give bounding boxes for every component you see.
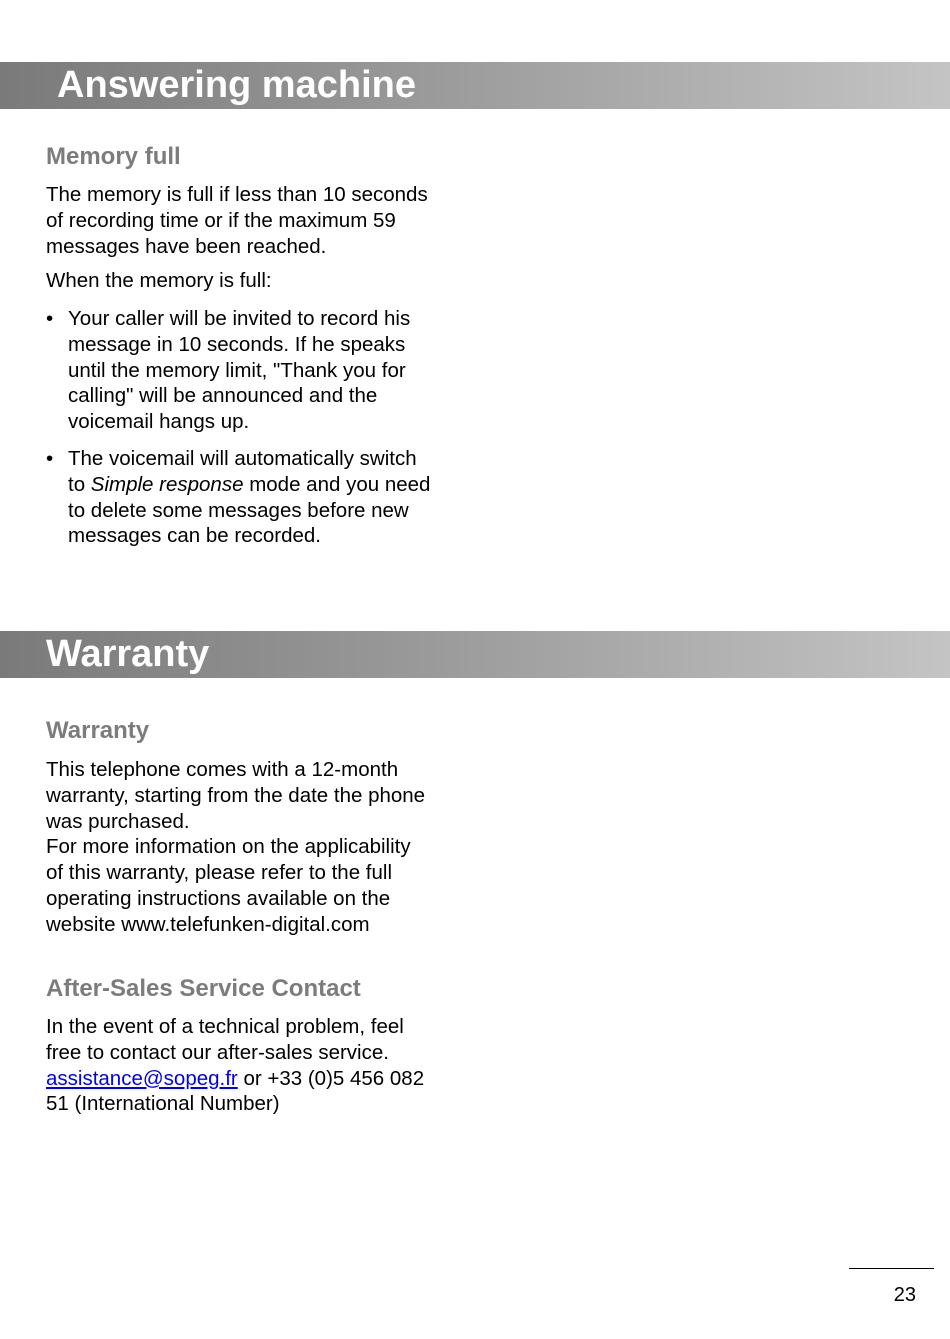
warranty-text bbox=[46, 757, 466, 938]
text-line: warranty, starting from the date the phone bbox=[46, 783, 426, 807]
text-line: messages have been reached. bbox=[46, 234, 327, 258]
text-line: messages can be recorded. bbox=[68, 524, 321, 548]
section-title: Warranty bbox=[46, 633, 210, 675]
subheading-after-sales: After-Sales Service Contact bbox=[46, 975, 361, 1002]
text-line: The memory is full if less than 10 seconds bbox=[46, 183, 428, 206]
section-banner-answering-machine bbox=[0, 62, 950, 109]
footer-divider bbox=[849, 1268, 934, 1269]
text-line: 51 (International Number) bbox=[46, 1092, 280, 1116]
text-fragment: mode and you need bbox=[243, 472, 431, 496]
text-line: to delete some messages before new bbox=[68, 498, 409, 522]
text-line: The voicemail will automatically switch bbox=[68, 447, 417, 470]
text-line bbox=[46, 1066, 466, 1092]
page-number: 23 bbox=[893, 1284, 916, 1306]
text-fragment: to bbox=[68, 472, 91, 496]
mode-name-italic: Simple response bbox=[90, 472, 244, 496]
text-line: For more information on the applicability bbox=[46, 835, 411, 859]
text-line: until the memory limit, "Thank you for bbox=[68, 358, 406, 382]
text-line: operating instructions available on the bbox=[46, 886, 391, 910]
text-line: Your caller will be invited to record his bbox=[68, 307, 411, 330]
text-line: of this warranty, please refer to the full bbox=[46, 861, 393, 885]
text-line bbox=[68, 472, 478, 498]
section-title: Answering machine bbox=[57, 64, 416, 106]
subheading-warranty: Warranty bbox=[46, 717, 150, 744]
section-banner-warranty bbox=[0, 631, 950, 678]
text-line: voicemail hangs up. bbox=[68, 410, 250, 434]
memory-full-intro bbox=[46, 182, 466, 259]
text-line: calling" will be announced and the bbox=[68, 384, 378, 408]
support-email-link[interactable]: assistance@sopeg.fr bbox=[46, 1066, 238, 1090]
subheading-memory-full: Memory full bbox=[46, 143, 181, 170]
text-line: When the memory is full: bbox=[46, 269, 272, 292]
text-line: message in 10 seconds. If he speaks bbox=[68, 332, 406, 356]
when-full-text bbox=[46, 268, 466, 294]
text-line: of recording time or if the maximum 59 bbox=[46, 208, 396, 232]
text-line: This telephone comes with a 12-month bbox=[46, 758, 399, 781]
bullet-icon: • bbox=[46, 447, 54, 470]
text-line: was purchased. bbox=[46, 809, 190, 833]
text-line: In the event of a technical problem, feel bbox=[46, 1015, 404, 1038]
text-line: website www.telefunken-digital.com bbox=[46, 912, 370, 936]
text-line: free to contact our after-sales service. bbox=[46, 1040, 389, 1064]
after-sales-text bbox=[46, 1014, 466, 1117]
bullet-text bbox=[68, 446, 478, 549]
bullet-text bbox=[68, 306, 478, 435]
phone-number-text: or +33 (0)5 456 082 bbox=[237, 1066, 425, 1090]
bullet-icon: • bbox=[46, 307, 54, 330]
